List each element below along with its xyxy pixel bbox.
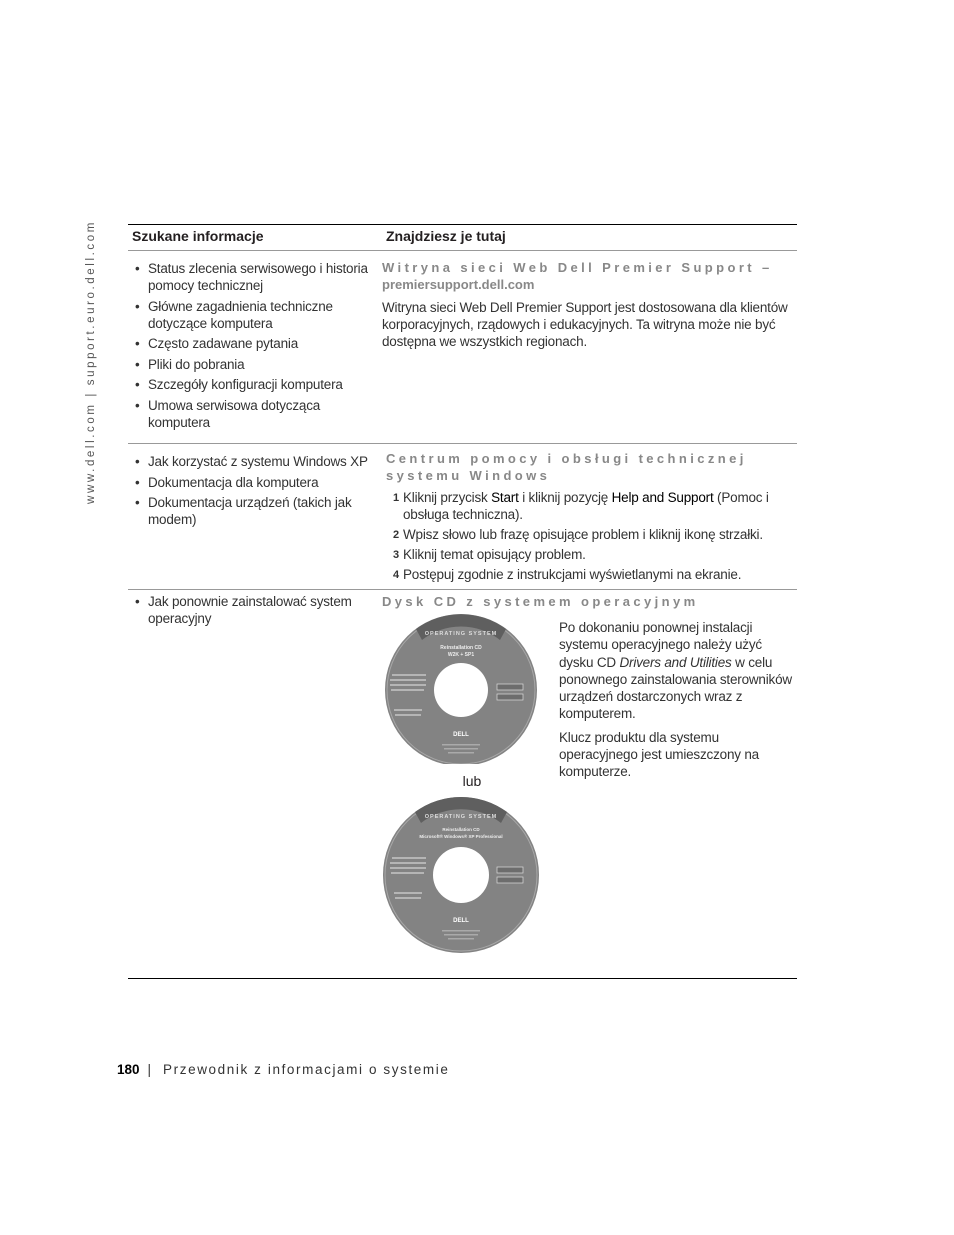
premier-support-url: premiersupport.dell.com [382, 277, 535, 292]
list-item: • Jak korzystać z systemu Windows XP [148, 453, 382, 470]
footer-separator: | [147, 1062, 152, 1077]
row1-source [382, 251, 797, 444]
list-item: • Szczegóły konfiguracji komputera [148, 376, 382, 393]
os-cd-text [559, 610, 797, 781]
os-cd-paragraph-2: Klucz produktu dla systemu operacyjnego jest umieszczony na komputerze. [559, 729, 759, 780]
help-support-ui-label: Help and Support [611, 490, 714, 505]
table-row [128, 251, 797, 444]
table-row [128, 590, 797, 979]
cd2-line1: Reinstallation CD [442, 827, 480, 832]
header-find-it-here: Znajdziesz je tutaj [382, 225, 797, 251]
list-item: • Często zadawane pytania [148, 335, 382, 352]
cd1-line1: Reinstallation CD [440, 645, 482, 651]
cd-images [382, 614, 552, 960]
step-item: 2 Wpisz słowo lub frazę opisujące problem i kliknij ikonę strzałki. [393, 527, 763, 542]
list-item: • Jak ponownie zainstalować system operacyjny [148, 593, 382, 627]
row3-source [382, 590, 797, 979]
row3-topics [128, 590, 382, 979]
header-looking-for: Szukane informacje [128, 225, 382, 251]
help-center-heading: Centrum pomocy i obsługi technicznej systemu Windows [386, 451, 747, 483]
cd1-logo: DELL [453, 732, 469, 738]
sidebar-url-text: www.dell.com | support.euro.dell.com [85, 220, 97, 504]
step-item: 1 Kliknij przycisk Start i kliknij pozycję Help and Support (Pomoc i obsługa techniczna). [393, 490, 769, 522]
row2-source [382, 444, 797, 590]
table-row [128, 444, 797, 590]
os-cd-paragraph-1: Po dokonaniu ponownej instalacji systemu operacyjnego należy użyć dysku CD Drivers and Utilities w celu ponownego zainstalowania sterowników urządzeń dostarczonych wraz z komputerem. [559, 620, 792, 722]
list-item: • Dokumentacja urządzeń (takich jak modem) [148, 494, 382, 528]
start-ui-label: Start [491, 490, 519, 505]
row2-topics [128, 444, 382, 590]
page-number: 180 [117, 1062, 140, 1077]
sidebar-url [84, 222, 98, 502]
drivers-utilities-title: Drivers and Utilities [619, 654, 732, 670]
help-steps [386, 489, 797, 583]
os-cd-image-2 [382, 795, 542, 955]
step-item: 3 Kliknij temat opisujący problem. [393, 547, 586, 562]
step-item: 4 Postępuj zgodnie z instrukcjami wyświetlanymi na ekranie. [393, 567, 742, 582]
info-table [128, 224, 797, 979]
cd2-band: OPERATING SYSTEM [424, 814, 498, 820]
list-item: • Status zlecenia serwisowego i historia pomocy technicznej [148, 260, 382, 294]
list-item: • Główne zagadnienia techniczne dotyczące komputera [148, 298, 382, 332]
list-item: • Dokumentacja dla komputera [148, 474, 382, 491]
table-header-row [128, 225, 797, 251]
list-item: • Pliki do pobrania [148, 356, 382, 373]
cd1-line2: W2K + SP1 [447, 652, 475, 658]
row1-topics [128, 251, 382, 444]
page-footer [117, 1062, 449, 1077]
or-label: lub [462, 773, 482, 789]
document-title: Przewodnik z informacjami o systemie [163, 1062, 450, 1077]
cd1-band: OPERATING SYSTEM [424, 631, 498, 637]
os-cd-heading: Dysk CD z systemem operacyjnym [382, 594, 699, 609]
cd2-line2: Microsoft® Windows® XP Professional [419, 834, 503, 839]
premier-support-heading: Witryna sieci Web Dell Premier Support – [382, 260, 773, 275]
list-item: • Umowa serwisowa dotycząca komputera [148, 397, 382, 431]
cd2-logo: DELL [453, 918, 469, 924]
os-cd-image-1 [382, 614, 542, 764]
premier-support-description: Witryna sieci Web Dell Premier Support jest dostosowana dla klientów korporacyjnych, rządowych i edukacyjnych. Ta witryna może nie być dostępna we wszystkich regionach. [382, 300, 788, 349]
